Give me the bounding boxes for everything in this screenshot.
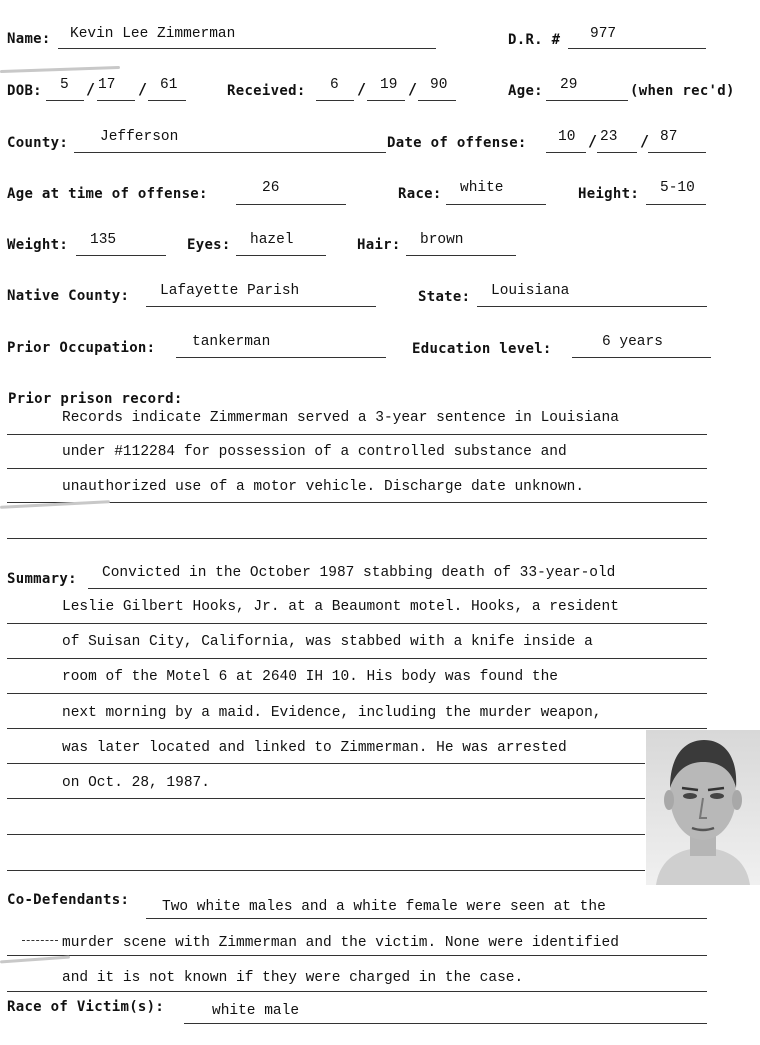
age-value: 29: [560, 77, 578, 93]
race-of-victims-label: Race of Victim(s):: [7, 999, 165, 1015]
dob-label: DOB:: [7, 83, 42, 99]
prior-record-line-text: unauthorized use of a motor vehicle. Discharge date unknown.: [62, 479, 585, 495]
offense-day: 23: [600, 129, 618, 145]
offense-separator: /: [640, 132, 650, 150]
summary-rule: [7, 693, 707, 694]
mugshot-portrait-icon: [646, 730, 760, 885]
co-defendants-rule: [7, 991, 707, 992]
race-of-victims-line: [184, 1023, 707, 1024]
race-line: [446, 204, 546, 205]
scan-smudge: [0, 956, 70, 964]
co-defendants-line-text: murder scene with Zimmerman and the victim. None were identified: [62, 935, 619, 951]
when-received-note: (when rec'd): [630, 83, 735, 99]
name-value: Kevin Lee Zimmerman: [70, 26, 236, 42]
dob-separator: /: [138, 80, 148, 98]
summary-rule: [7, 798, 645, 799]
summary-rule: [7, 658, 707, 659]
weight-label: Weight:: [7, 237, 69, 253]
received-month: 6: [330, 77, 339, 93]
dob-day-line: [97, 100, 135, 101]
prior-record-line-text: under #112284 for possession of a controlled substance and: [62, 444, 567, 460]
summary-line-text: next morning by a maid. Evidence, including the murder weapon,: [62, 705, 602, 721]
dr-number-value: 977: [590, 26, 617, 42]
hair-line: [406, 255, 516, 256]
dob-year: 61: [160, 77, 178, 93]
offense-year-line: [648, 152, 706, 153]
prior-record-line-text: Records indicate Zimmerman served a 3-year sentence in Louisiana: [62, 410, 619, 426]
summary-rule: [88, 588, 707, 589]
prior-occupation-value: tankerman: [192, 334, 271, 350]
summary-rule: [7, 728, 707, 729]
eyes-line: [236, 255, 326, 256]
height-line: [646, 204, 706, 205]
co-defendants-label: Co-Defendants:: [7, 892, 130, 908]
offense-month-line: [546, 152, 586, 153]
summary-label: Summary:: [7, 571, 77, 587]
date-of-offense-label: Date of offense:: [387, 135, 527, 151]
age-at-offense-line: [236, 204, 346, 205]
age-at-offense-label: Age at time of offense:: [7, 186, 208, 202]
name-label: Name:: [7, 31, 51, 47]
weight-value: 135: [90, 232, 117, 248]
prior-record-rule: [7, 434, 707, 435]
mugshot-photo: [646, 730, 760, 885]
co-defendants-line-text: and it is not known if they were charged in the case.: [62, 970, 524, 986]
eyes-value: hazel: [250, 232, 294, 248]
offense-separator: /: [588, 132, 598, 150]
prior-record-rule: [7, 468, 707, 469]
prior-occupation-line: [176, 357, 386, 358]
dob-year-line: [148, 100, 186, 101]
dob-day: 17: [98, 77, 116, 93]
hair-label: Hair:: [357, 237, 401, 253]
summary-line-text: on Oct. 28, 1987.: [62, 775, 210, 791]
offense-day-line: [597, 152, 637, 153]
received-separator: /: [357, 80, 367, 98]
offense-year: 87: [660, 129, 678, 145]
height-label: Height:: [578, 186, 640, 202]
summary-line-text: of Suisan City, California, was stabbed with a knife inside a: [62, 634, 593, 650]
state-label: State:: [418, 289, 471, 305]
summary-rule: [7, 763, 645, 764]
summary-rule: [7, 870, 645, 871]
state-value: Louisiana: [491, 283, 570, 299]
weight-line: [76, 255, 166, 256]
county-label: County:: [7, 135, 69, 151]
native-county-value: Lafayette Parish: [160, 283, 300, 299]
county-line: [74, 152, 386, 153]
dob-separator: /: [86, 80, 96, 98]
native-county-label: Native County:: [7, 288, 130, 304]
hair-value: brown: [420, 232, 464, 248]
eyes-label: Eyes:: [187, 237, 231, 253]
education-level-value: 6 years: [602, 334, 663, 350]
education-level-label: Education level:: [412, 341, 552, 357]
summary-rule: [7, 623, 707, 624]
received-separator: /: [408, 80, 418, 98]
co-defendants-line-text: Two white males and a white female were seen at the: [162, 899, 606, 915]
summary-line-text: room of the Motel 6 at 2640 IH 10. His body was found the: [62, 669, 558, 685]
prior-record-rule: [7, 502, 707, 503]
age-label: Age:: [508, 83, 543, 99]
dob-month-line: [46, 100, 84, 101]
race-of-victims-value: white male: [212, 1003, 300, 1019]
received-month-line: [316, 100, 354, 101]
co-defendants-rule: [146, 918, 707, 919]
scan-smudge: [0, 66, 120, 73]
height-value: 5-10: [660, 180, 695, 196]
received-year: 90: [430, 77, 448, 93]
prior-prison-record-label: Prior prison record:: [8, 391, 183, 407]
race-value: white: [460, 180, 504, 196]
co-defendants-rule: [7, 955, 707, 956]
native-county-line: [146, 306, 376, 307]
co-defendants-dash: [22, 940, 58, 941]
received-label: Received:: [227, 83, 306, 99]
received-day: 19: [380, 77, 398, 93]
age-line: [546, 100, 628, 101]
dr-number-label: D.R. #: [508, 32, 561, 48]
education-level-line: [572, 357, 711, 358]
received-year-line: [418, 100, 456, 101]
name-line: [58, 48, 436, 49]
state-line: [477, 306, 707, 307]
summary-rule: [7, 834, 645, 835]
dob-month: 5: [60, 77, 69, 93]
prior-record-rule: [7, 538, 707, 539]
race-label: Race:: [398, 186, 442, 202]
dr-number-line: [568, 48, 706, 49]
offense-month: 10: [558, 129, 576, 145]
summary-line-text: Leslie Gilbert Hooks, Jr. at a Beaumont motel. Hooks, a resident: [62, 599, 619, 615]
received-day-line: [367, 100, 405, 101]
county-value: Jefferson: [100, 129, 179, 145]
prior-occupation-label: Prior Occupation:: [7, 340, 156, 356]
summary-line-text: was later located and linked to Zimmerman. He was arrested: [62, 740, 567, 756]
summary-line-text: Convicted in the October 1987 stabbing death of 33-year-old: [102, 565, 616, 581]
age-at-offense-value: 26: [262, 180, 280, 196]
